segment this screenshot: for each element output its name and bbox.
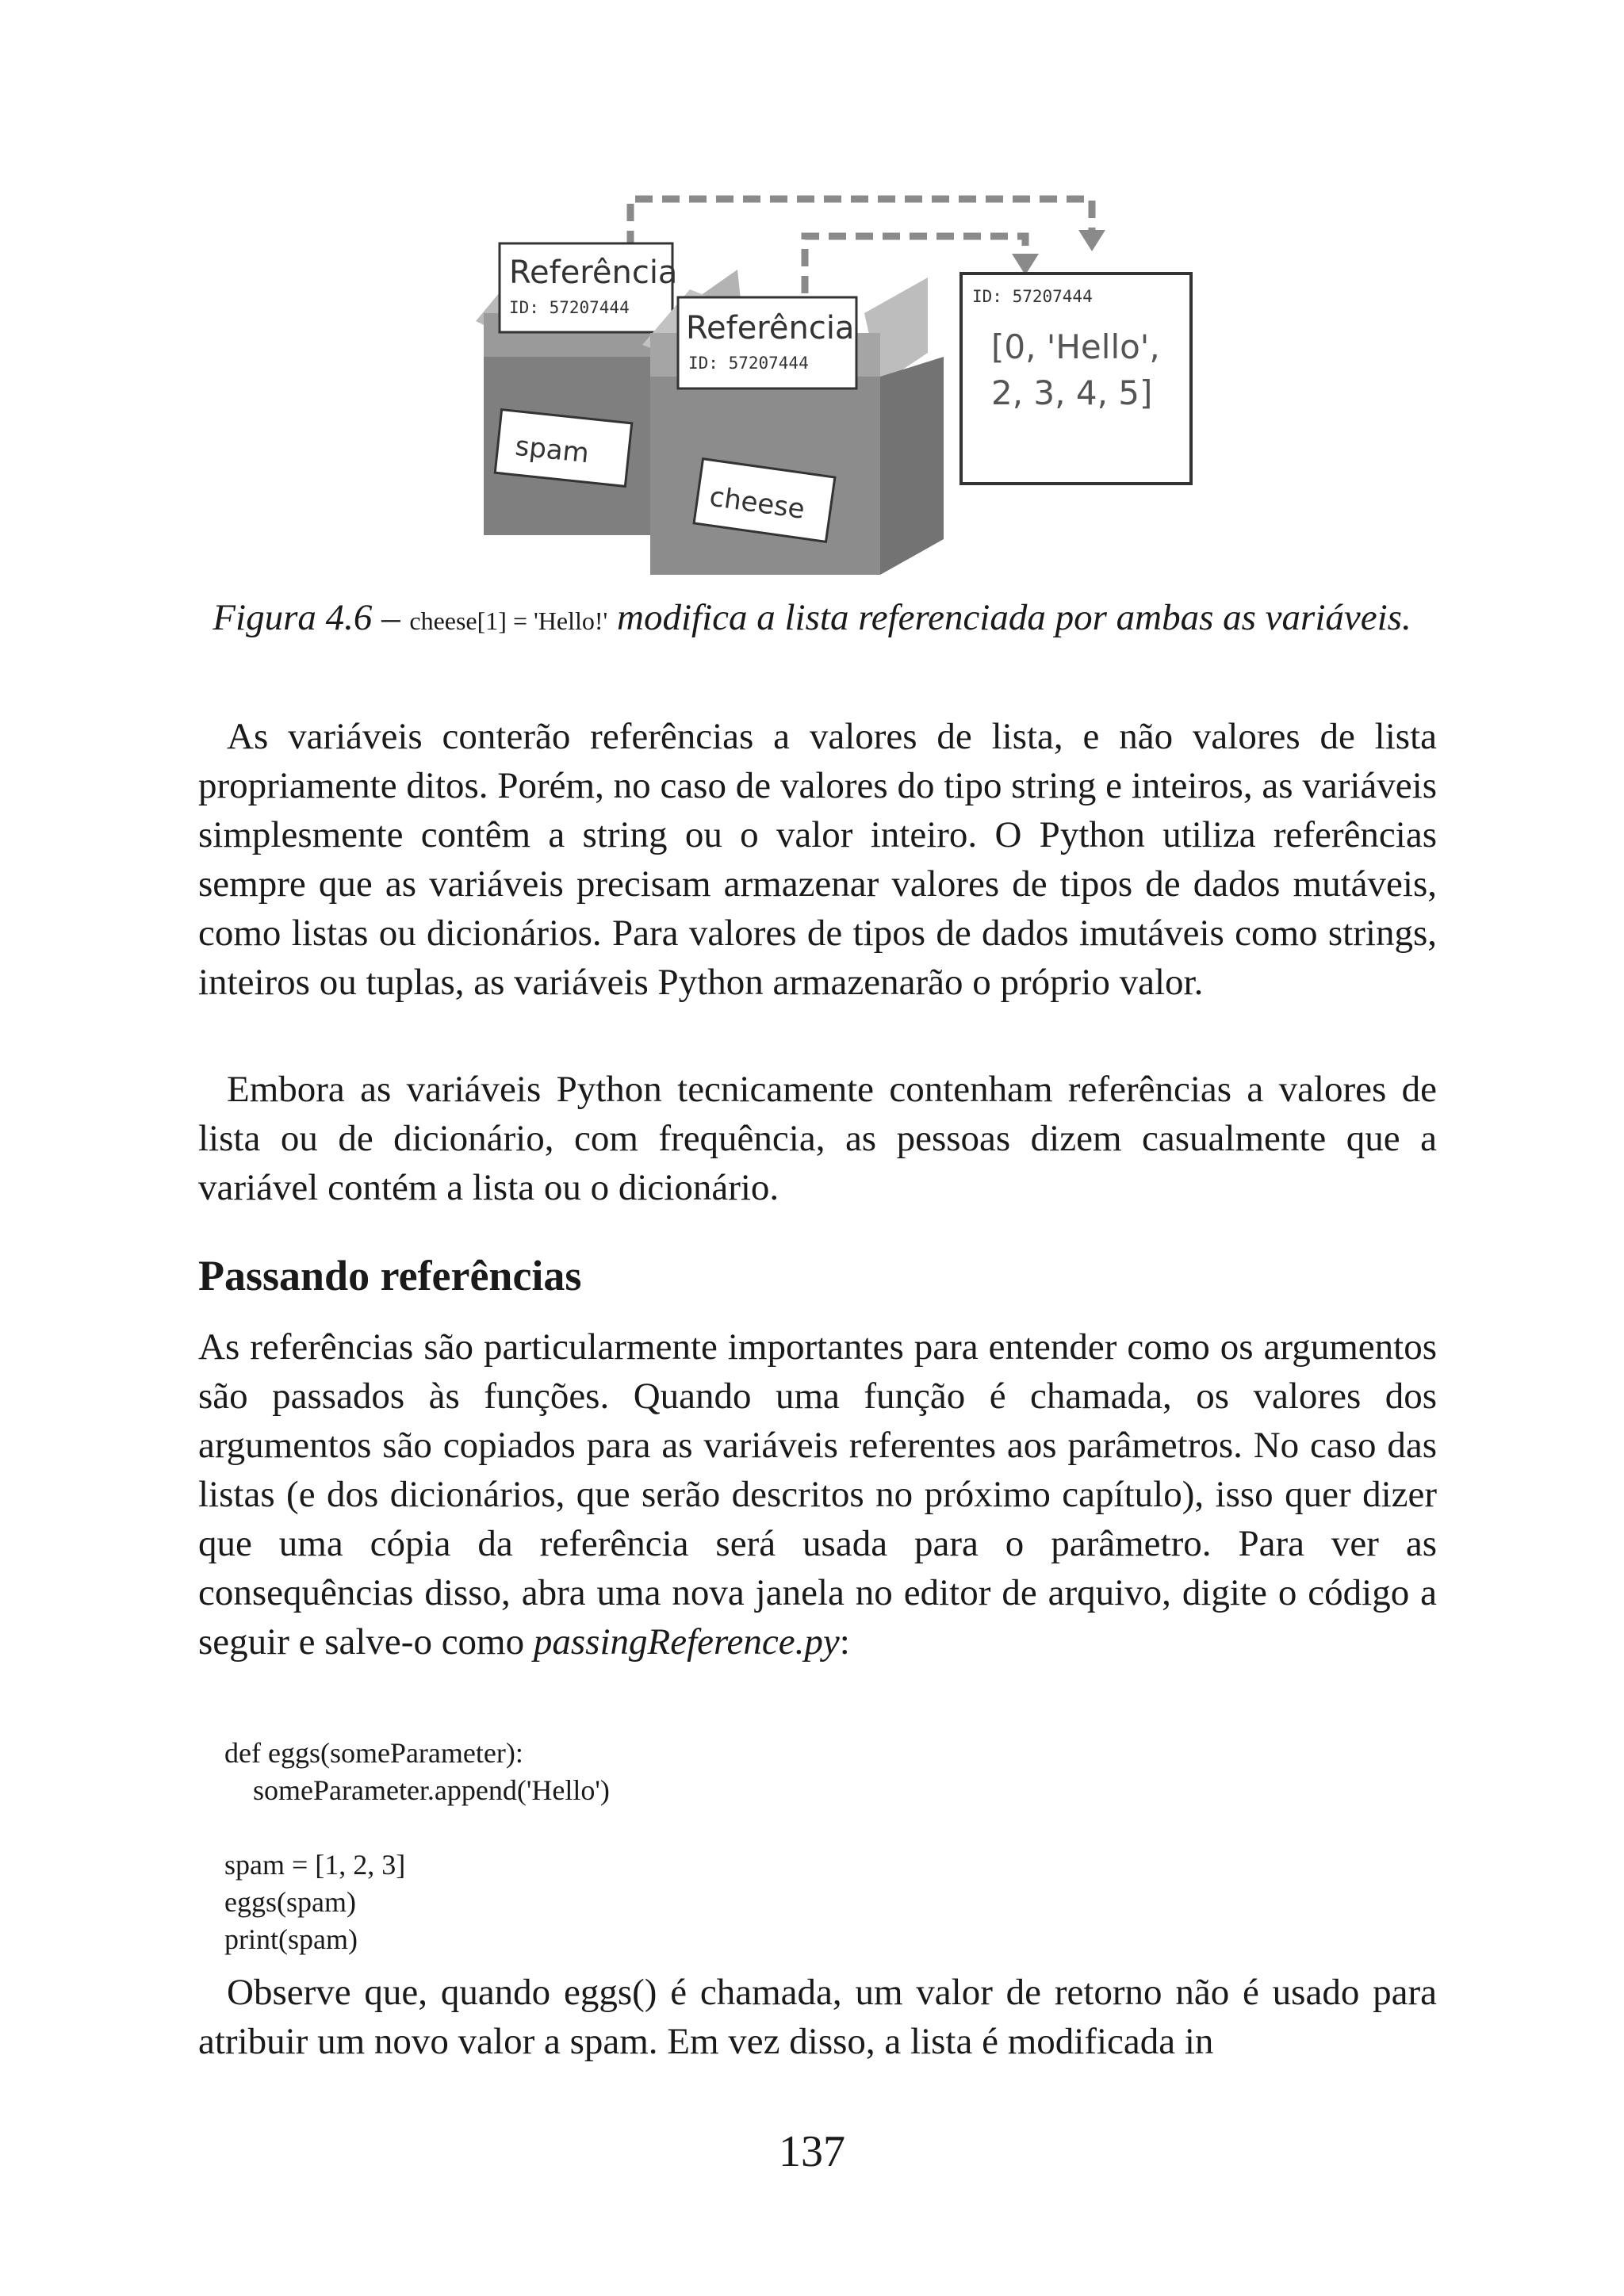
paragraph-observation: Observe que, quando eggs() é chamada, um valor de retorno não é usado para atribuir um novo valor a spam. Em vez disso, a lista é modificada in — [198, 1972, 1437, 2062]
caption-code: cheese[1] = 'Hello!' — [409, 607, 608, 635]
caption-suffix: modifica a lista referenciada por ambas as variáveis. — [607, 597, 1411, 638]
list-value-line2: 2, 3, 4, 5] — [991, 373, 1153, 412]
list-id: ID: 57207444 — [972, 287, 1093, 306]
paragraph-colon: : — [839, 1621, 850, 1663]
list-value-box — [961, 274, 1191, 484]
arrowhead-icon — [1012, 254, 1039, 275]
cheese-ref-label: Referência — [686, 310, 855, 346]
cheese-var-label: cheese — [707, 480, 807, 526]
arrowhead-icon — [1078, 230, 1105, 251]
cheese-ref-id: ID: 57207444 — [688, 354, 809, 373]
figure-caption — [198, 593, 1426, 645]
paragraph-casual-usage: Embora as variáveis Python tecnicamente contenham referências a valores de lista ou de dicionário, com frequência, as pessoas dizem casualmente que a variável contém a lista ou o dicionário. — [198, 1069, 1437, 1208]
spam-var-label: spam — [513, 430, 591, 470]
page-number: 137 — [779, 2127, 845, 2176]
list-value-line1: [0, 'Hello', — [991, 327, 1160, 366]
caption-prefix: Figura 4.6 – — [213, 597, 410, 638]
paragraph-text: As referências são particularmente importantes para entender como os argumentos são passados às funções. Quando uma função é chamada, os valores dos argumentos são copiados para as variáveis referentes aos parâmetros. No caso das listas (e dos dicionários, que serão descritos no próximo capítulo), isso quer dizer que uma cópia da referência será usada para o parâmetro. Para ver as consequências disso, abra uma nova janela no editor de arquivo, digite o código a seguir e salve-o como — [198, 1326, 1437, 1663]
file-name: passingReference.py — [533, 1621, 840, 1663]
section-heading: Passando referências — [198, 1252, 582, 1299]
spam-ref-label: Referência — [509, 254, 678, 291]
spam-ref-id: ID: 57207444 — [509, 298, 630, 317]
paragraph-references: As variáveis conterão referências a valores de lista, e não valores de lista propriamente ditos. Porém, no caso de valores do tipo string e inteiros, as variáveis simplesmente contêm a string ou o valor inteiro. O Python utiliza referências sempre que as variáveis precisam armazenar valores de tipos de dados mutáveis, como listas ou dicionários. Para valores de tipos de dados imutáveis como strings, inteiros ou tuplas, as variáveis Python armazenarão o próprio valor. — [198, 716, 1437, 1003]
cheese-box — [642, 277, 944, 575]
references-illustration — [436, 186, 1197, 599]
references-figure — [436, 186, 1197, 599]
paragraph-passing-references — [198, 1322, 1437, 1667]
code-listing: def eggs(someParameter): someParameter.append('Hello') spam = [1, 2, 3] eggs(spam) print(spam) — [224, 1737, 610, 1955]
